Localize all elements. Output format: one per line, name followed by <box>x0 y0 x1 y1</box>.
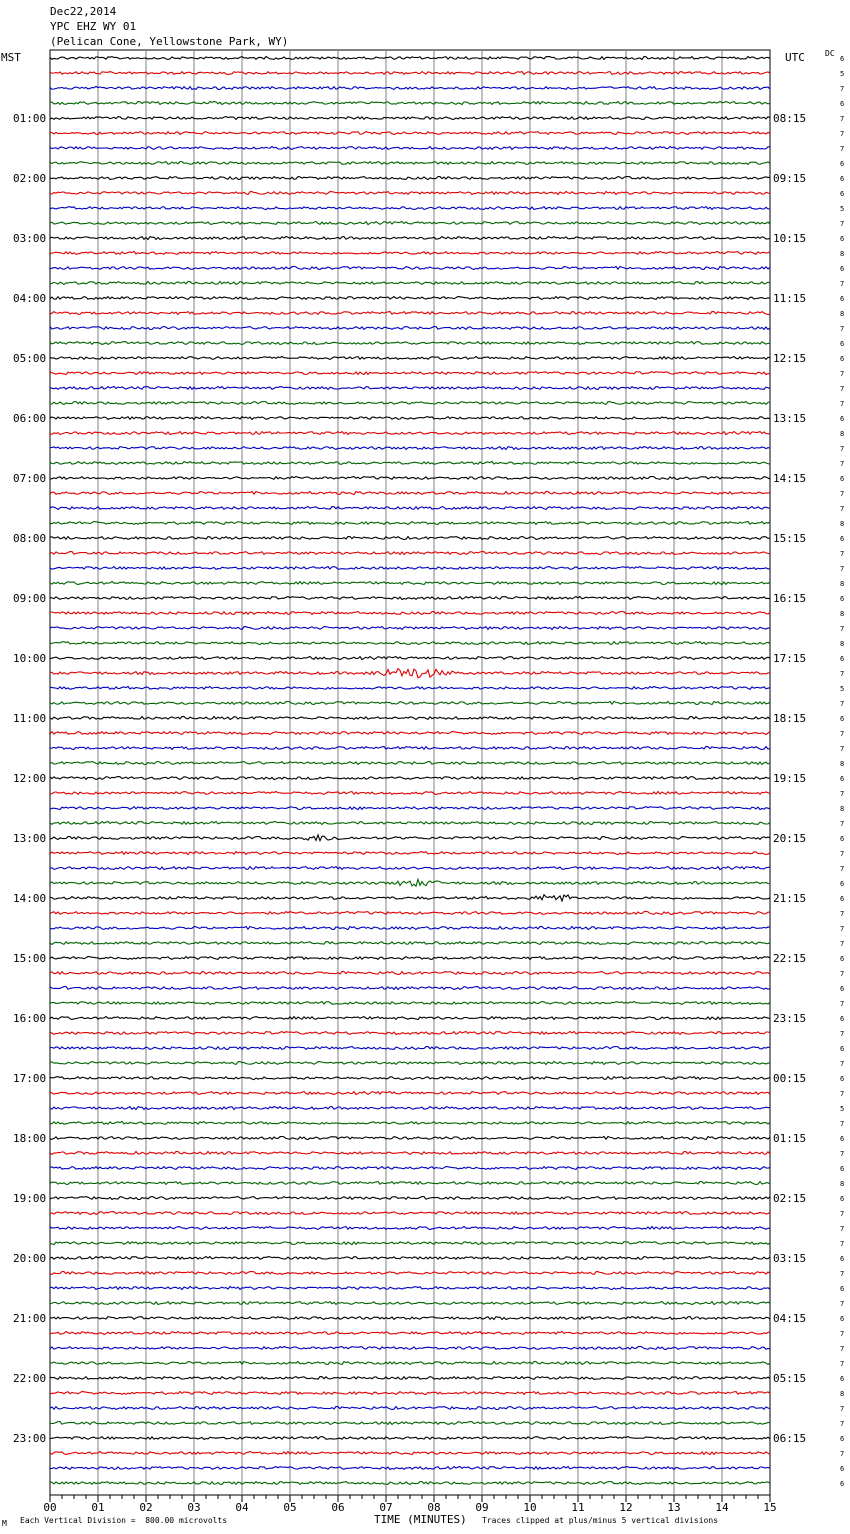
mst-hour-label: 09:00 <box>13 592 47 605</box>
seismic-trace <box>50 701 770 704</box>
seismic-trace <box>50 669 770 678</box>
seismic-trace <box>50 1167 770 1170</box>
seismic-trace <box>50 387 770 390</box>
seismic-trace <box>50 1077 770 1080</box>
plot-date: Dec22,2014 <box>50 5 117 18</box>
dc-offset-value: 7 <box>840 1405 845 1413</box>
dc-offset-value: 6 <box>840 340 845 348</box>
dc-offset-value: 7 <box>840 670 845 678</box>
seismic-trace <box>50 957 770 960</box>
dc-offset-value: 6 <box>840 160 845 168</box>
dc-offset-value: 7 <box>840 370 845 378</box>
dc-offset-value: 7 <box>840 1270 845 1278</box>
seismic-trace <box>50 101 770 104</box>
dc-offset-value: 7 <box>840 1030 845 1038</box>
seismic-trace <box>50 537 770 540</box>
utc-hour-label: 16:15 <box>773 592 807 605</box>
dc-offset-value: 6 <box>840 1315 845 1323</box>
x-tick-label: 04 <box>235 1501 249 1514</box>
dc-offset-value: 7 <box>840 940 845 948</box>
dc-offset-value: 7 <box>840 1090 845 1098</box>
seismic-trace <box>50 597 770 600</box>
utc-hour-label: 05:15 <box>773 1372 807 1385</box>
utc-hour-label: 18:15 <box>773 712 807 725</box>
mst-hour-label: 17:00 <box>13 1072 47 1085</box>
seismic-trace <box>50 987 770 990</box>
utc-hour-label: 01:15 <box>773 1132 807 1145</box>
dc-offset-value: 6 <box>840 655 845 663</box>
seismic-trace <box>50 1361 770 1364</box>
seismic-trace <box>50 835 770 841</box>
dc-offset-value: 8 <box>840 1390 845 1398</box>
dc-offset-value: 7 <box>840 1420 845 1428</box>
x-axis-title: TIME (MINUTES) <box>374 1513 467 1526</box>
dc-offset-value: 6 <box>840 415 845 423</box>
dc-offset-value: 6 <box>840 235 845 243</box>
dc-offset-value: 7 <box>840 565 845 573</box>
seismic-trace <box>50 1017 770 1020</box>
dc-offset-value: 8 <box>840 1180 845 1188</box>
mst-hour-label: 13:00 <box>13 832 47 845</box>
seismic-trace <box>50 312 770 315</box>
dc-offset-value: 7 <box>840 970 845 978</box>
x-tick-label: 15 <box>763 1501 777 1514</box>
seismic-trace <box>50 177 770 180</box>
dc-offset-value: 6 <box>840 100 845 108</box>
dc-offset-value: 6 <box>840 1015 845 1023</box>
seismic-trace <box>50 1002 770 1005</box>
dc-offset-value: 7 <box>840 1210 845 1218</box>
x-tick-label: 02 <box>139 1501 153 1514</box>
seismic-trace <box>50 357 770 360</box>
dc-offset-value: 8 <box>840 520 845 528</box>
dc-offset-value: 7 <box>840 790 845 798</box>
seismic-trace <box>50 1032 770 1035</box>
mst-hour-label: 05:00 <box>13 352 47 365</box>
dc-offset-value: 7 <box>840 745 845 753</box>
dc-offset-value: 6 <box>840 475 845 483</box>
mst-hour-label: 15:00 <box>13 952 47 965</box>
dc-offset-value: 6 <box>840 1075 845 1083</box>
utc-hour-label: 22:15 <box>773 952 807 965</box>
x-tick-label: 10 <box>523 1501 537 1514</box>
seismic-trace <box>50 57 770 60</box>
mst-hour-label: 21:00 <box>13 1312 47 1325</box>
utc-hour-label: 10:15 <box>773 232 807 245</box>
dc-offset-value: 6 <box>840 1465 845 1473</box>
seismic-trace <box>50 192 770 195</box>
x-tick-label: 01 <box>91 1501 105 1514</box>
x-tick-label: 08 <box>427 1501 441 1514</box>
dc-offset-value: 8 <box>840 310 845 318</box>
utc-hour-label: 15:15 <box>773 532 807 545</box>
utc-hour-label: 08:15 <box>773 112 807 125</box>
dc-offset-value: 8 <box>840 805 845 813</box>
dc-offset-value: 7 <box>840 1450 845 1458</box>
dc-offset-value: 7 <box>840 625 845 633</box>
dc-offset-value: 6 <box>840 985 845 993</box>
seismic-trace <box>50 911 770 914</box>
dc-offset-value: 7 <box>840 220 845 228</box>
seismic-trace <box>50 627 770 630</box>
seismic-trace <box>50 1092 770 1095</box>
seismic-trace <box>50 1377 770 1380</box>
dc-offset-value: 6 <box>840 190 845 198</box>
seismic-trace <box>50 342 770 345</box>
seismic-trace <box>50 522 770 525</box>
seismic-trace <box>50 162 770 165</box>
utc-hour-label: 17:15 <box>773 652 807 665</box>
x-tick-label: 14 <box>715 1501 729 1514</box>
mst-hour-label: 02:00 <box>13 172 47 185</box>
seismic-trace <box>50 747 770 750</box>
seismic-trace <box>50 567 770 570</box>
seismic-trace <box>50 327 770 330</box>
mst-hour-label: 22:00 <box>13 1372 47 1385</box>
x-tick-label: 07 <box>379 1501 393 1514</box>
scale-note: Each Vertical Division = 800.00 microvolts <box>20 1516 228 1525</box>
dc-offset-value: 6 <box>840 715 845 723</box>
mst-hour-label: 19:00 <box>13 1192 47 1205</box>
seismic-trace <box>50 282 770 285</box>
dc-offset-value: 5 <box>840 1105 845 1113</box>
seismic-trace <box>50 942 770 945</box>
dc-offset-value: 6 <box>840 1285 845 1293</box>
dc-offset-value: 7 <box>840 400 845 408</box>
dc-offset-value: 7 <box>840 1330 845 1338</box>
seismic-trace <box>50 1422 770 1425</box>
utc-hour-label: 09:15 <box>773 172 807 185</box>
dc-offset-value: 7 <box>840 445 845 453</box>
seismic-trace <box>50 777 770 780</box>
seismic-trace <box>50 237 770 240</box>
clip-note: Traces clipped at plus/minus 5 vertical divisions <box>482 1516 719 1525</box>
dc-offset-value: 7 <box>840 1150 845 1158</box>
seismic-trace <box>50 612 770 615</box>
dc-offset-header: DC <box>825 49 835 58</box>
dc-offset-value: 7 <box>840 325 845 333</box>
dc-offset-value: 6 <box>840 1375 845 1383</box>
seismic-trace <box>50 657 770 660</box>
seismic-trace <box>50 1152 770 1155</box>
dc-offset-value: 6 <box>840 1435 845 1443</box>
dc-offset-value: 7 <box>840 850 845 858</box>
seismic-trace <box>50 417 770 420</box>
dc-offset-value: 7 <box>840 865 845 873</box>
dc-offset-value: 7 <box>840 130 845 138</box>
x-tick-label: 00 <box>43 1501 57 1514</box>
dc-offset-value: 6 <box>840 265 845 273</box>
seismic-trace <box>50 1317 770 1320</box>
dc-offset-value: 6 <box>840 355 845 363</box>
dc-offset-value: 6 <box>840 880 845 888</box>
utc-hour-label: 13:15 <box>773 412 807 425</box>
seismic-trace <box>50 1047 770 1050</box>
dc-offset-value: 7 <box>840 85 845 93</box>
dc-offset-value: 6 <box>840 835 845 843</box>
dc-offset-value: 6 <box>840 1480 845 1488</box>
corner-mark: M <box>2 1519 7 1528</box>
seismic-trace <box>50 762 770 765</box>
seismic-trace <box>50 461 770 464</box>
utc-hour-label: 19:15 <box>773 772 807 785</box>
dc-offset-value: 7 <box>840 820 845 828</box>
dc-offset-value: 6 <box>840 1135 845 1143</box>
seismic-trace <box>50 686 770 689</box>
dc-offset-value: 7 <box>840 925 845 933</box>
dc-offset-value: 7 <box>840 145 845 153</box>
dc-offset-value: 6 <box>840 1165 845 1173</box>
dc-offset-value: 7 <box>840 1225 845 1233</box>
seismic-trace <box>50 1121 770 1124</box>
dc-offset-value: 6 <box>840 955 845 963</box>
dc-offset-value: 7 <box>840 1360 845 1368</box>
mst-hour-label: 12:00 <box>13 772 47 785</box>
dc-offset-value: 6 <box>840 1255 845 1263</box>
dc-offset-value: 7 <box>840 115 845 123</box>
seismic-trace <box>50 432 770 435</box>
seismic-trace <box>50 1257 770 1260</box>
station-location: (Pelican Cone, Yellowstone Park, WY) <box>50 35 289 48</box>
seismic-trace <box>50 1212 770 1215</box>
dc-offset-value: 6 <box>840 295 845 303</box>
dc-offset-value: 5 <box>840 685 845 693</box>
dc-offset-value: 8 <box>840 250 845 258</box>
dc-offset-value: 6 <box>840 895 845 903</box>
mst-hour-label: 11:00 <box>13 712 47 725</box>
mst-hour-label: 08:00 <box>13 532 47 545</box>
seismic-trace <box>50 867 770 870</box>
dc-offset-value: 7 <box>840 280 845 288</box>
mst-hour-label: 16:00 <box>13 1012 47 1025</box>
mst-hour-label: 14:00 <box>13 892 47 905</box>
dc-offset-value: 7 <box>840 505 845 513</box>
seismic-trace <box>50 1242 770 1245</box>
seismic-trace <box>50 266 770 269</box>
dc-offset-value: 8 <box>840 580 845 588</box>
seismic-trace <box>50 879 770 886</box>
seismic-trace <box>50 717 770 720</box>
mst-hour-label: 04:00 <box>13 292 47 305</box>
dc-offset-value: 5 <box>840 205 845 213</box>
seismic-trace <box>50 251 770 254</box>
seismic-trace <box>50 297 770 300</box>
seismic-trace <box>50 1467 770 1470</box>
dc-offset-value: 6 <box>840 595 845 603</box>
seismic-trace <box>50 491 770 494</box>
seismic-trace <box>50 1107 770 1110</box>
seismic-trace <box>50 972 770 975</box>
dc-offset-value: 8 <box>840 640 845 648</box>
x-tick-label: 03 <box>187 1501 201 1514</box>
x-tick-label: 11 <box>571 1501 585 1514</box>
seismic-trace <box>50 1197 770 1200</box>
dc-offset-value: 7 <box>840 1120 845 1128</box>
seismic-trace <box>50 476 770 479</box>
seismic-trace <box>50 1452 770 1455</box>
dc-offset-value: 7 <box>840 1345 845 1353</box>
seismic-trace <box>50 822 770 825</box>
seismic-trace <box>50 552 770 555</box>
x-tick-label: 06 <box>331 1501 345 1514</box>
dc-offset-value: 7 <box>840 550 845 558</box>
utc-hour-label: 00:15 <box>773 1072 807 1085</box>
seismic-trace <box>50 1302 770 1305</box>
utc-hour-label: 02:15 <box>773 1192 807 1205</box>
seismic-trace <box>50 117 770 120</box>
dc-offset-value: 7 <box>840 1060 845 1068</box>
x-tick-label: 09 <box>475 1501 489 1514</box>
utc-hour-label: 06:15 <box>773 1432 807 1445</box>
left-timezone-label: MST <box>1 51 21 64</box>
seismic-trace <box>50 792 770 795</box>
dc-offset-value: 7 <box>840 460 845 468</box>
seismic-trace <box>50 207 770 210</box>
utc-hour-label: 14:15 <box>773 472 807 485</box>
mst-hour-label: 10:00 <box>13 652 47 665</box>
seismic-trace <box>50 86 770 89</box>
seismic-trace <box>50 1272 770 1275</box>
mst-hour-label: 03:00 <box>13 232 47 245</box>
seismic-trace <box>50 222 770 225</box>
dc-offset-value: 8 <box>840 760 845 768</box>
mst-hour-label: 23:00 <box>13 1432 47 1445</box>
dc-offset-value: 6 <box>840 175 845 183</box>
utc-hour-label: 21:15 <box>773 892 807 905</box>
x-tick-label: 13 <box>667 1501 681 1514</box>
seismic-trace <box>50 1227 770 1230</box>
seismic-trace <box>50 895 770 901</box>
dc-offset-value: 7 <box>840 730 845 738</box>
seismic-trace <box>50 72 770 75</box>
dc-offset-value: 6 <box>840 775 845 783</box>
dc-offset-value: 7 <box>840 1300 845 1308</box>
dc-offset-value: 7 <box>840 1240 845 1248</box>
seismic-trace <box>50 447 770 450</box>
seismic-trace <box>50 402 770 405</box>
dc-offset-value: 8 <box>840 430 845 438</box>
seismic-trace <box>50 732 770 735</box>
seismic-trace <box>50 1136 770 1139</box>
dc-offset-value: 7 <box>840 1000 845 1008</box>
seismic-trace <box>50 1482 770 1485</box>
mst-hour-label: 01:00 <box>13 112 47 125</box>
dc-offset-value: 6 <box>840 1045 845 1053</box>
mst-hour-label: 18:00 <box>13 1132 47 1145</box>
utc-hour-label: 23:15 <box>773 1012 807 1025</box>
mst-hour-label: 06:00 <box>13 412 47 425</box>
seismic-trace <box>50 147 770 150</box>
x-tick-label: 05 <box>283 1501 297 1514</box>
seismic-trace <box>50 807 770 810</box>
utc-hour-label: 12:15 <box>773 352 807 365</box>
dc-offset-value: 7 <box>840 385 845 393</box>
dc-offset-value: 6 <box>840 535 845 543</box>
seismic-trace <box>50 852 770 855</box>
dc-offset-value: 5 <box>840 70 845 78</box>
mst-hour-label: 07:00 <box>13 472 47 485</box>
utc-hour-label: 20:15 <box>773 832 807 845</box>
station-code: YPC EHZ WY 01 <box>50 20 137 33</box>
seismic-trace <box>50 132 770 135</box>
seismic-trace <box>50 1392 770 1395</box>
dc-offset-value: 6 <box>840 55 845 63</box>
utc-hour-label: 04:15 <box>773 1312 807 1325</box>
seismic-trace <box>50 1407 770 1410</box>
mst-hour-label: 20:00 <box>13 1252 47 1265</box>
seismic-trace <box>50 507 770 510</box>
x-tick-label: 12 <box>619 1501 633 1514</box>
utc-hour-label: 11:15 <box>773 292 807 305</box>
seismic-trace <box>50 582 770 585</box>
seismic-trace <box>50 1182 770 1185</box>
seismic-trace <box>50 1437 770 1440</box>
right-timezone-label: UTC <box>785 51 805 64</box>
seismic-trace <box>50 1331 770 1334</box>
dc-offset-value: 7 <box>840 700 845 708</box>
dc-offset-value: 6 <box>840 1195 845 1203</box>
dc-offset-value: 7 <box>840 490 845 498</box>
seismic-trace <box>50 1062 770 1065</box>
seismic-trace <box>50 372 770 375</box>
dc-offset-value: 8 <box>840 610 845 618</box>
seismic-trace <box>50 1287 770 1290</box>
dc-offset-value: 7 <box>840 910 845 918</box>
utc-hour-label: 03:15 <box>773 1252 807 1265</box>
plot-frame <box>50 50 770 1495</box>
seismic-trace <box>50 1346 770 1349</box>
seismic-trace <box>50 642 770 645</box>
seismic-trace <box>50 926 770 929</box>
